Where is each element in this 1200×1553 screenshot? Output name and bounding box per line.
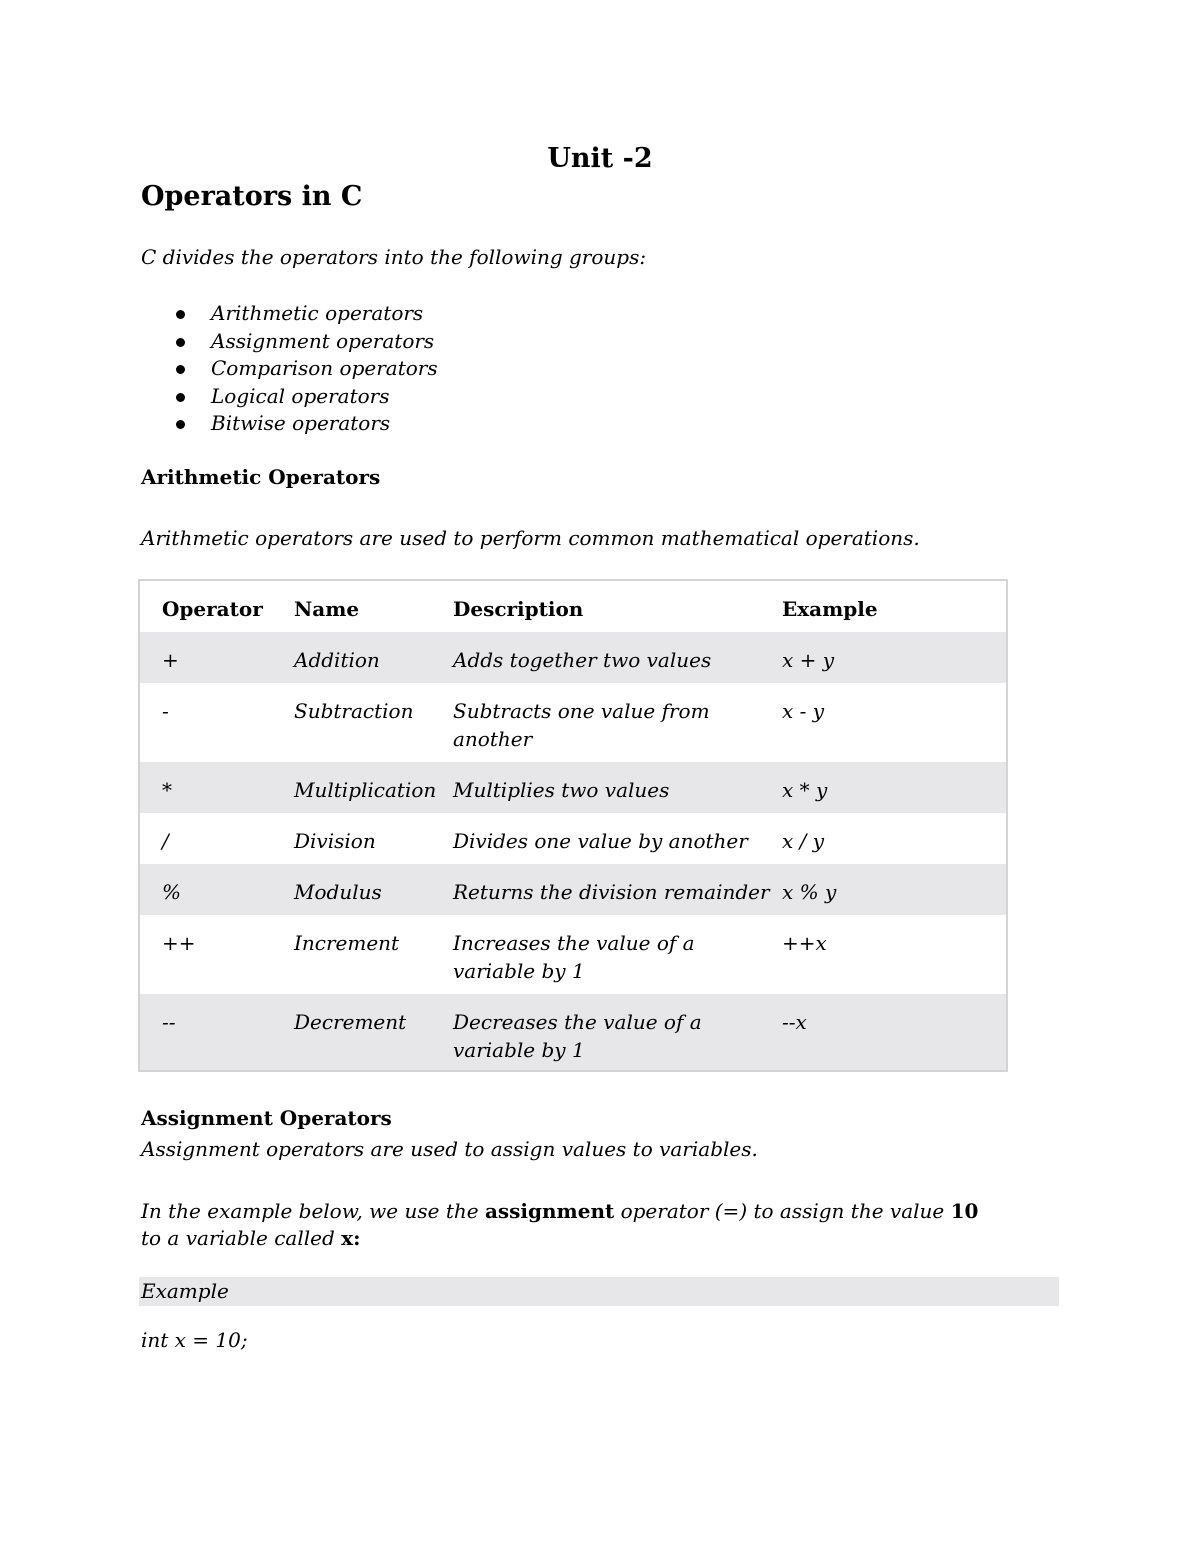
bullet-icon — [176, 393, 185, 402]
example-cell: --x — [782, 1010, 807, 1034]
description-cell: Multiplies two values — [453, 778, 670, 802]
arithmetic-description: Arithmetic operators are used to perform common mathematical operations. — [141, 526, 920, 550]
assignment-heading: Assignment Operators — [141, 1106, 392, 1130]
table-row — [140, 632, 1006, 683]
description-cell: Subtracts one value from another — [453, 699, 710, 751]
example-label: Example — [141, 1279, 229, 1303]
arithmetic-operators-table — [138, 579, 1008, 1072]
name-cell: Subtraction — [294, 699, 414, 723]
table-row — [140, 994, 1006, 1072]
description-cell: Increases the value of a variable by 1 — [453, 931, 695, 983]
table-row — [140, 762, 1006, 813]
operator-cell: + — [162, 648, 179, 672]
example-cell: x * y — [782, 778, 828, 802]
operator-cell: - — [162, 699, 169, 723]
description-cell: Divides one value by another — [453, 829, 748, 853]
assignment-description: Assignment operators are used to assign values to variables. — [141, 1137, 758, 1161]
table-row — [140, 683, 1006, 762]
example-box — [139, 1277, 1059, 1306]
bullet-icon — [176, 310, 185, 319]
arithmetic-heading: Arithmetic Operators — [141, 465, 381, 489]
description-cell: Returns the division remainder — [453, 880, 770, 904]
operator-cell: * — [162, 778, 172, 802]
table-row — [140, 864, 1006, 915]
name-cell: Addition — [294, 648, 380, 672]
column-header: Example — [782, 597, 878, 621]
table-row — [140, 813, 1006, 864]
assignment-example-text: In the example below, we use the assignment operator (=) to assign the value 10 to a variable called x: — [141, 1199, 979, 1250]
example-cell: x + y — [782, 648, 835, 672]
description-cell: Decreases the value of a variable by 1 — [453, 1010, 702, 1062]
bullet-icon — [176, 420, 185, 429]
name-cell: Modulus — [294, 880, 382, 904]
list-item: Assignment operators — [141, 328, 438, 356]
bullet-icon — [176, 365, 185, 374]
column-header: Operator — [162, 597, 263, 621]
name-cell: Division — [294, 829, 376, 853]
table-header-row — [140, 581, 1006, 632]
operator-cell: % — [162, 880, 182, 904]
operator-cell: / — [162, 829, 169, 853]
operator-cell: -- — [162, 1010, 176, 1034]
table-row — [140, 915, 1006, 994]
code-example: int x = 10; — [141, 1328, 248, 1352]
list-item: Logical operators — [141, 383, 438, 411]
page-title: Operators in C — [141, 181, 363, 212]
example-cell: x / y — [782, 829, 825, 853]
list-item: Arithmetic operators — [141, 300, 438, 328]
operator-groups-list — [141, 300, 438, 438]
example-cell: ++x — [782, 931, 827, 955]
example-cell: x - y — [782, 699, 825, 723]
list-item: Bitwise operators — [141, 410, 438, 438]
description-cell: Adds together two values — [453, 648, 712, 672]
bullet-icon — [176, 338, 185, 347]
column-header: Name — [294, 597, 360, 621]
list-item: Comparison operators — [141, 355, 438, 383]
name-cell: Increment — [294, 931, 400, 955]
name-cell: Multiplication — [294, 778, 437, 802]
example-cell: x % y — [782, 880, 837, 904]
operator-cell: ++ — [162, 931, 196, 955]
name-cell: Decrement — [294, 1010, 407, 1034]
unit-title: Unit -2 — [547, 143, 653, 174]
column-header: Description — [453, 597, 584, 621]
intro-text: C divides the operators into the following groups: — [141, 245, 647, 269]
